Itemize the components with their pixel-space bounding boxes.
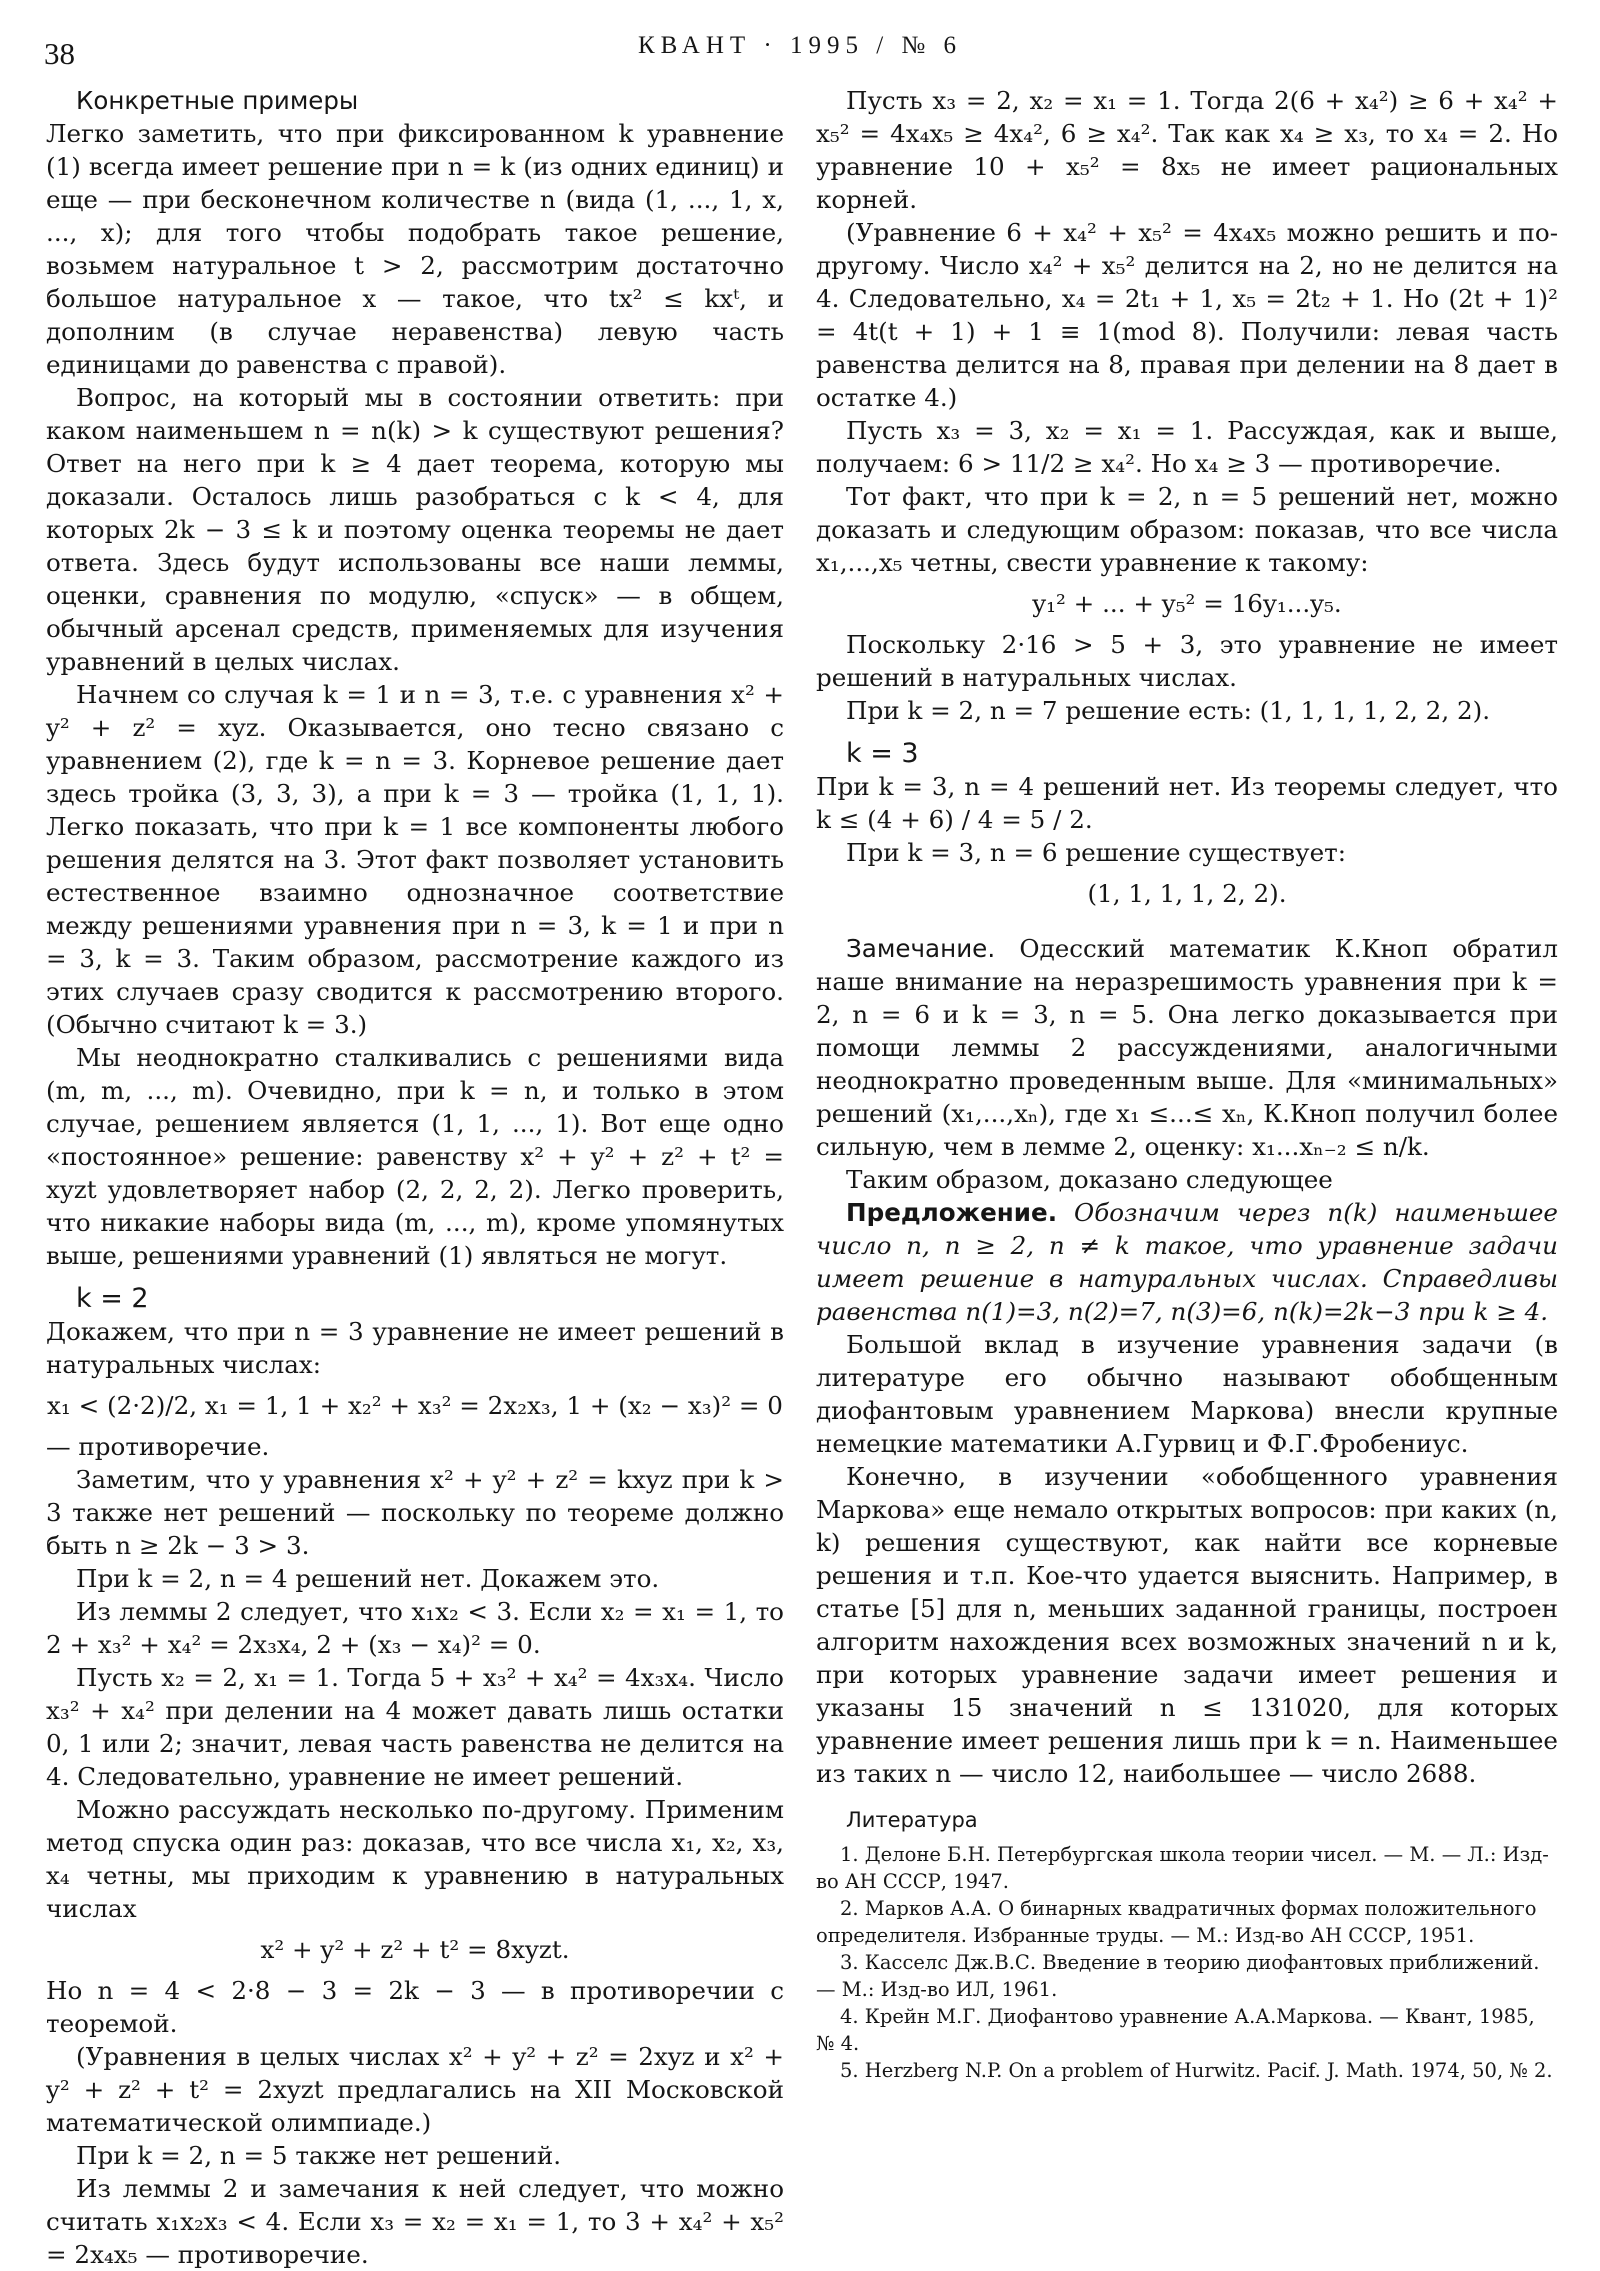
subsection-heading-k3: k = 3 [846,738,919,769]
subsection-heading-k2: k = 2 [76,1283,149,1314]
equation: x² + y² + z² + t² = 8xyzt. [260,1935,570,1964]
paragraph: Поскольку 2·16 > 5 + 3, это уравнение не имеет решений в натуральных числах. [816,630,1558,692]
paragraph: Пусть x₃ = 2, x₂ = x₁ = 1. Тогда 2(6 + x₄²) ≥ 6 + x₄² + x₅² = 4x₄x₅ ≥ 4x₄², 6 ≥ x₄². Так как x₄ ≥ x₃, то x₄ = 2. Но уравнение 10 + x₅² = 8x₅ не имеет рациональных корней. [816,86,1558,214]
paragraph: Начнем со случая k = 1 и n = 3, т.е. с уравнения x² + y² + z² = xyz. Оказывается, оно тесно связано с уравнением (2), где k = n = 3. Корневое решение дает здесь тройка (3, 3, 3), а при k = 3 — тройка (1, 1, 1). Легко показать, что при k = 1 все компоненты любого решения делятся на 3. Этот факт позволяет установить естественное взаимно однозначное соответствие между решениями уравнения при n = 3, k = 1 и при n = 3, k = 3. Таким образом, рассмотрение каждого из этих случаев сразу сводится к рассмотрению второго. (Обычно считают k = 3.) [46,680,784,1039]
equation: x₁ < (2·2)/2, x₁ = 1, 1 + x₂² + x₃² = 2x₂x₃, 1 + (x₂ − x₃)² = 0 [47,1391,783,1420]
paragraph: (Уравнение 6 + x₄² + x₅² = 4x₄x₅ можно решить и по-другому. Число x₄² + x₅² делится на 2, но не делится на 4. Следовательно, x₄ = 2t₁ + 1, x₅ = 2t₂ + 1. Но (2t + 1)² = 4t(t + 1) + 1 ≡ 1(mod 8). Получили: левая часть равенства делится на 8, правая при делении на 8 дает в остатке 4.) [816,218,1558,412]
remark-label: Замечание. [846,934,996,963]
paragraph: (Уравнения в целых числах x² + y² + z² = 2xyz и x² + y² + z² + t² = 2xyzt предлагались на XII Московской математической олимпиаде.) [46,2042,784,2137]
paragraph: Из леммы 2 следует, что x₁x₂ < 3. Если x₂ = x₁ = 1, то 2 + x₃² + x₄² = 2x₃x₄, 2 + (x₃ − x₄)² = 0. [46,1597,784,1659]
proposition [816,1196,1558,1328]
reference-item: 2. Марков А.А. О бинарных квадратичных формах положительного определителя. Избранные труды. — М.: Изд-во АН СССР, 1951. [816,1897,1537,1947]
proposition-text: Обозначим через n(k) наименьшее число n, n ≥ 2, n ≠ k такое, что уравнение задачи имеет решение в натуральных числах. Справедливы равенства n(1)=3, n(2)=7, n(3)=6, n(k)=2k−3 при k ≥ 4. [816,1198,1558,1326]
running-head: КВАНТ · 1995 / № 6 [637,32,963,59]
remark [816,932,1558,1163]
reference-item: 5. Herzberg N.P. On a problem of Hurwitz. Pacif. J. Math. 1974, 50, № 2. [840,2059,1553,2082]
equation: (1, 1, 1, 1, 2, 2). [1087,879,1287,908]
paragraph: Пусть x₃ = 3, x₂ = x₁ = 1. Рассуждая, как и выше, получаем: 6 > 11/2 ≥ x₄². Но x₄ ≥ 3 — противоречие. [816,416,1558,478]
paragraph: Можно рассуждать несколько по-другому. Применим метод спуска один раз: доказав, что все числа x₁, x₂, x₃, x₄ четны, мы приходим к уравнению в натуральных числах [46,1795,784,1923]
section-title: Конкретные примеры [76,86,359,115]
paragraph: Вопрос, на который мы в состоянии ответить: при каком наименьшем n = n(k) > k существуют решения? Ответ на него при k ≥ 4 дает теорема, которую мы доказали. Осталось лишь разобраться с k < 4, для которых 2k − 3 ≤ k и поэтому оценка теоремы не дает ответа. Здесь будут использованы все наши леммы, оценки, сравнения по модулю, «спуск» — в общем, обычный арсенал средств, применяемых для изучения уравнений в целых числах. [46,383,784,676]
paragraph: Пусть x₂ = 2, x₁ = 1. Тогда 5 + x₃² + x₄² = 4x₃x₄. Число x₃² + x₄² при делении на 4 может давать лишь остатки 0, 1 или 2; значит, левая часть равенства не делится на 4. Следовательно, уравнение не имеет решений. [46,1663,784,1791]
paragraph: Докажем, что при n = 3 уравнение не имеет решений в натуральных числах: [46,1317,784,1379]
reference-item: 4. Крейн М.Г. Диофантово уравнение А.А.Маркова. — Квант, 1985, № 4. [816,2005,1535,2055]
paragraph: При k = 2, n = 5 также нет решений. [76,2141,562,2170]
paragraph: Тот факт, что при k = 2, n = 5 решений нет, можно доказать и следующим образом: показав, что все числа x₁,...,x₅ четны, свести уравнение к такому: [816,482,1558,577]
paragraph: При k = 3, n = 4 решений нет. Из теоремы следует, что k ≤ (4 + 6) / 4 = 5 / 2. [816,772,1558,834]
paragraph: Из леммы 2 и замечания к ней следует, что можно считать x₁x₂x₃ < 4. Если x₃ = x₂ = x₁ = 1, то 3 + x₄² + x₅² = 2x₄x₅ — противоречие. [46,2174,784,2269]
paragraph: При k = 3, n = 6 решение существует: [846,838,1347,867]
paragraph: — противоречие. [46,1432,270,1461]
reference-item: 1. Делоне Б.Н. Петербургская школа теории чисел. — М. — Л.: Изд-во АН СССР, 1947. [816,1843,1549,1893]
paragraph: При k = 2, n = 4 решений нет. Докажем это. [76,1564,660,1593]
paragraph: Легко заметить, что при фиксированном k уравнение (1) всегда имеет решение при n = k (из одних единиц) и еще — при бесконечном количестве n (вида (1, ..., 1, x, ..., x); для того чтобы подобрать такое решение, возьмем натуральное t > 2, рассмотрим достаточно большое натуральное x — такое, что tx² ≤ kxᵗ, и дополним (в случае неравенства) левую часть единицами до равенства с правой). [46,119,784,379]
reference-item: 3. Касселс Дж.В.С. Введение в теорию диофантовых приближений. — М.: Изд-во ИЛ, 1961. [816,1951,1540,2001]
equation: y₁² + ... + y₅² = 16y₁...y₅. [1032,589,1342,618]
paragraph: Большой вклад в изучение уравнения задачи (в литературе его обычно называют обобщенным диофантовым уравнением Маркова) внесли крупные немецкие математики А.Гурвиц и Ф.Г.Фробениус. [816,1330,1558,1458]
paragraph: Но n = 4 < 2·8 − 3 = 2k − 3 — в противоречии с теоремой. [46,1976,784,2038]
paragraph: Конечно, в изучении «обобщенного уравнения Маркова» еще немало открытых вопросов: при каких (n, k) решения существуют, как найти все корневые решения и т.п. Кое-что удается выяснить. Например, в статье [5] для n, меньших заданной границы, построен алгоритм нахождения всех возможных значений n и k, при которых уравнение задачи имеет решения и указаны 15 значений n ≤ 131020, для которых уравнение имеет решения лишь при k = n. Наименьшее из таких n — число 12, наибольшее — число 2688. [816,1462,1558,1788]
paragraph: Мы неоднократно сталкивались с решениями вида (m, m, ..., m). Очевидно, при k = n, и только в этом случае, решением является (1, 1, ..., 1). Вот еще одно «постоянное» решение: равенству x² + y² + z² + t² = xyzt удовлетворяет набор (2, 2, 2, 2). Легко проверить, что никакие наборы вида (m, ..., m), кроме упомянутых выше, решениями уравнений (1) являться не могут. [46,1043,784,1270]
page-number: 38 [44,36,75,71]
paragraph: Заметим, что у уравнения x² + y² + z² = kxyz при k > 3 также нет решений — поскольку по теореме должно быть n ≥ 2k − 3 > 3. [46,1465,784,1560]
left-column [46,84,784,2271]
proposition-label: Предложение. [846,1198,1058,1227]
paragraph: Таким образом, доказано следующее [846,1165,1333,1194]
references-title: Литература [846,1808,978,1832]
right-column [816,84,1558,2084]
paragraph: При k = 2, n = 7 решение есть: (1, 1, 1, 1, 2, 2, 2). [846,696,1491,725]
remark-text: Одесский математик К.Кноп обратил наше внимание на неразрешимость уравнения при k = 2, n = 6 и k = 3, n = 5. Она легко доказывается при помощи леммы 2 рассуждениями, аналогичными неоднократно проведенным выше. Для «минимальных» решений (x₁,...,xₙ), где x₁ ≤...≤ xₙ, К.Кноп получил более сильную, чем в лемме 2, оценку: x₁...xₙ₋₂ ≤ n/k. [816,934,1558,1161]
